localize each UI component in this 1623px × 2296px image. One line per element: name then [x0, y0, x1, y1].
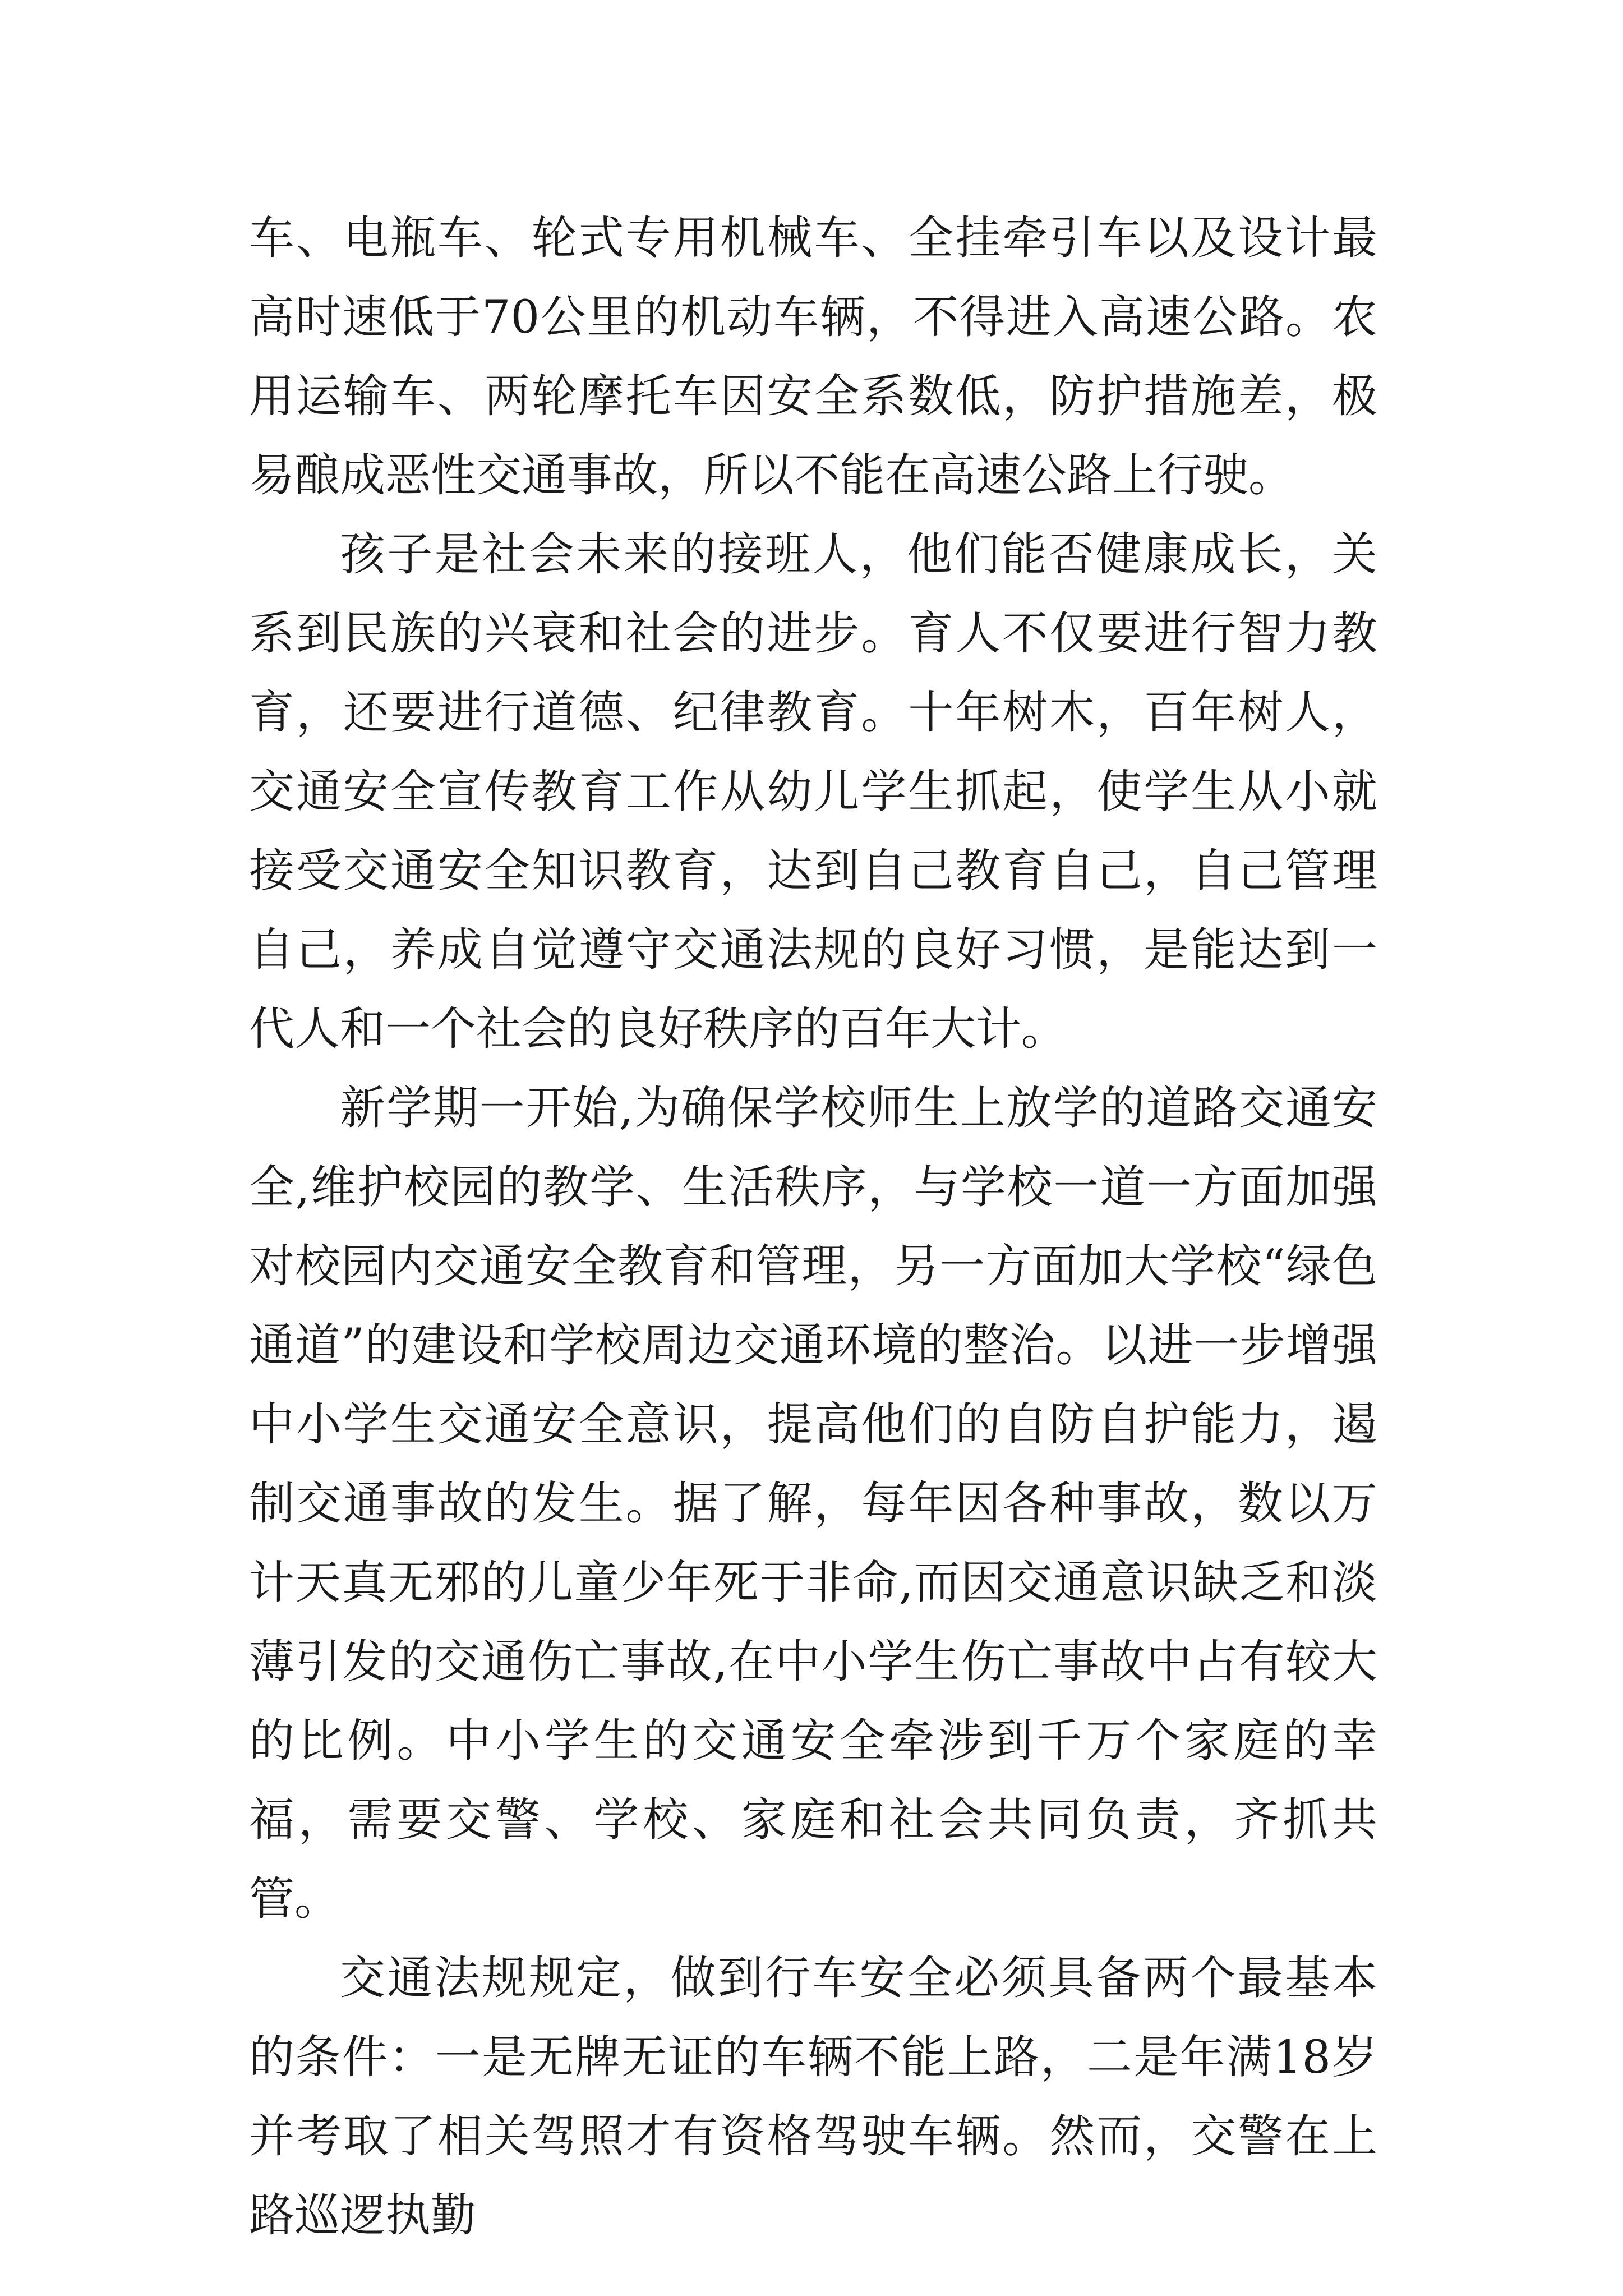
paragraph-continuation: 车、电瓶车、轮式专用机械车、全挂牵引车以及设计最高时速低于70公里的机动车辆，不得进入高速公路。农用运输车、两轮摩托车因安全系数低，防护措施差，极易酿成恶性交通事故，所以不能在高速公路上行驶。 — [249, 212, 1377, 502]
paragraph-new-semester: 新学期一开始,为确保学校师生上放学的道路交通安全,维护校园的教学、生活秩序，与学校一道一方面加强对校园内交通安全教育和管理，另一方面加大学校“绿色通道”的建设和学校周边交通环境的整治。以进一步增强中小学生交通安全意识，提高他们的自防自护能力，遏制交通事故的发生。据了解，每年因各种事故，数以万计天真无邪的儿童少年死于非命,而因交通意识缺乏和淡薄引发的交通伤亡事故,在中小学生伤亡事故中占有较大的比例。中小学生的交通安全牵涉到千万个家庭的幸福，需要交警、学校、家庭和社会共同负责，齐抓共管。 — [249, 1082, 1377, 1926]
body-text — [249, 199, 1377, 2256]
paragraph-traffic-regulations: 交通法规规定，做到行车安全必须具备两个最基本的条件：一是无牌无证的车辆不能上路，二是年满18岁并考取了相关驾照才有资格驾驶车辆。然而，交警在上路巡逻执勤 — [249, 1952, 1377, 2242]
paragraph-children-education: 孩子是社会未来的接班人，他们能否健康成长，关系到民族的兴衰和社会的进步。育人不仅要进行智力教育，还要进行道德、纪律教育。十年树木，百年树人，交通安全宣传教育工作从幼儿学生抓起，使学生从小就接受交通安全知识教育，达到自己教育自己，自己管理自己，养成自觉遵守交通法规的良好习惯，是能达到一代人和一个社会的良好秩序的百年大计。 — [249, 528, 1377, 1056]
